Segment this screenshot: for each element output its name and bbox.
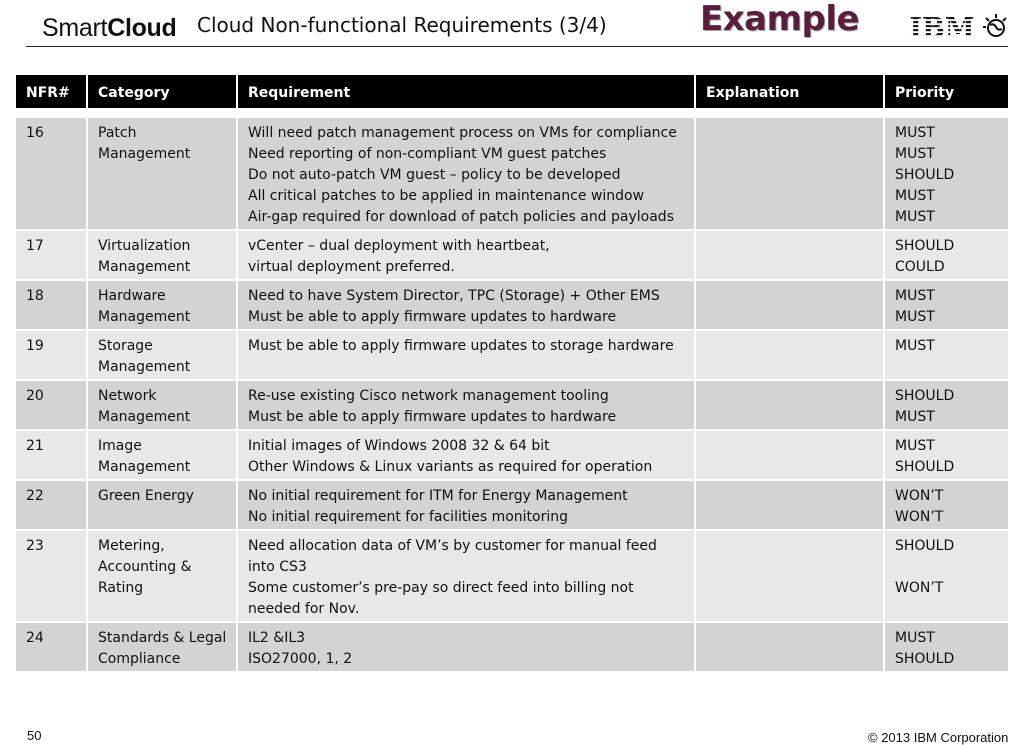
nfr-cell: 20 — [16, 380, 87, 430]
requirement-line: Other Windows & Linux variants as required for operation — [248, 459, 653, 475]
requirement-cell — [237, 622, 695, 671]
requirement-cell — [237, 530, 695, 622]
priority-line: COULD — [895, 259, 945, 275]
requirement-line: ISO27000, 1, 2 — [248, 651, 353, 667]
table-row — [16, 380, 1008, 430]
column-header-requirement: Requirement — [237, 75, 695, 108]
priority-line: MUST — [895, 338, 935, 354]
priority-cell — [884, 480, 1008, 530]
category-line: Storage — [98, 338, 153, 354]
category-line: Virtualization — [98, 238, 191, 254]
column-header-category: Category — [87, 75, 237, 108]
requirement-line: vCenter – dual deployment with heartbeat, — [248, 238, 550, 254]
table-header-row — [16, 75, 1008, 108]
table-body — [16, 108, 1008, 671]
explanation-cell — [695, 117, 884, 230]
column-header-explanation: Explanation — [695, 75, 884, 108]
smarter-planet-globe-icon — [982, 13, 1008, 39]
explanation-cell — [695, 530, 884, 622]
category-line: Management — [98, 409, 191, 425]
nfr-cell: 18 — [16, 280, 87, 330]
requirement-cell — [237, 280, 695, 330]
nfr-table — [16, 75, 1008, 671]
priority-line: SHOULD — [895, 459, 955, 475]
requirement-cell — [237, 230, 695, 280]
category-line: Green Energy — [98, 488, 194, 504]
priority-line — [895, 557, 998, 578]
category-cell — [87, 430, 237, 480]
requirement-line: No initial requirement for facilities monitoring — [248, 509, 569, 525]
explanation-cell — [695, 380, 884, 430]
requirement-line: Need to have System Director, TPC (Storage) + Other EMS — [248, 288, 660, 304]
priority-line: SHOULD — [895, 538, 955, 554]
priority-line: MUST — [895, 630, 935, 646]
explanation-cell — [695, 622, 884, 671]
requirement-line: All critical patches to be applied in maintenance window — [248, 188, 645, 204]
priority-line: MUST — [895, 309, 935, 325]
explanation-cell — [695, 280, 884, 330]
priority-line: MUST — [895, 125, 935, 141]
column-header-nfr: NFR# — [16, 75, 87, 108]
explanation-cell — [695, 330, 884, 380]
example-label: Example — [700, 0, 860, 39]
category-cell — [87, 117, 237, 230]
category-cell — [87, 280, 237, 330]
requirement-line: Re-use existing Cisco network management tooling — [248, 388, 609, 404]
requirement-cell — [237, 430, 695, 480]
priority-cell — [884, 117, 1008, 230]
table-row — [16, 480, 1008, 530]
category-line: Management — [98, 459, 191, 475]
brand-bold-text: Cloud — [107, 14, 177, 42]
priority-cell — [884, 622, 1008, 671]
requirement-line: virtual deployment preferred. — [248, 259, 455, 275]
priority-cell — [884, 280, 1008, 330]
header-gap — [16, 108, 1008, 117]
requirement-line: Air-gap required for download of patch policies and payloads — [248, 209, 674, 225]
priority-line: MUST — [895, 438, 935, 454]
category-cell — [87, 530, 237, 622]
priority-line: SHOULD — [895, 651, 955, 667]
page-number: 50 — [27, 728, 42, 743]
requirement-cell — [237, 480, 695, 530]
copyright: © 2013 IBM Corporation — [868, 730, 1009, 745]
table-row — [16, 530, 1008, 622]
nfr-cell: 24 — [16, 622, 87, 671]
category-line: Management — [98, 309, 191, 325]
priority-line: MUST — [895, 288, 935, 304]
requirement-line: No initial requirement for ITM for Energy Management — [248, 488, 628, 504]
priority-line — [895, 599, 998, 620]
requirement-line: Will need patch management process on VMs for compliance — [248, 125, 677, 141]
priority-cell — [884, 330, 1008, 380]
priority-line: WON’T — [895, 580, 944, 596]
nfr-cell: 22 — [16, 480, 87, 530]
priority-line: MUST — [895, 146, 935, 162]
requirement-line: IL2 &IL3 — [248, 630, 306, 646]
requirement-line: Must be able to apply firmware updates to storage hardware — [248, 338, 674, 354]
priority-cell — [884, 530, 1008, 622]
category-cell — [87, 380, 237, 430]
header-rule — [26, 46, 1008, 47]
category-line: Management — [98, 259, 191, 275]
ibm-logo-text: IBM — [909, 13, 975, 41]
nfr-cell: 19 — [16, 330, 87, 380]
table-row — [16, 330, 1008, 380]
category-line: Management — [98, 359, 191, 375]
category-line: Hardware — [98, 288, 166, 304]
table-row — [16, 117, 1008, 230]
table-row — [16, 280, 1008, 330]
priority-line: WON’T — [895, 509, 944, 525]
explanation-cell — [695, 480, 884, 530]
explanation-cell — [695, 230, 884, 280]
priority-cell — [884, 230, 1008, 280]
requirement-line: Some customer’s pre-pay so direct feed into billing not — [248, 580, 634, 596]
table-row — [16, 622, 1008, 671]
nfr-cell: 21 — [16, 430, 87, 480]
requirement-line: Must be able to apply firmware updates to hardware — [248, 409, 617, 425]
category-cell — [87, 480, 237, 530]
table-row — [16, 430, 1008, 480]
requirement-line: needed for Nov. — [248, 601, 360, 617]
category-line: Metering, — [98, 538, 165, 554]
slide-header — [0, 0, 1024, 50]
category-cell — [87, 622, 237, 671]
requirement-line: Must be able to apply firmware updates to hardware — [248, 309, 617, 325]
column-header-priority: Priority — [884, 75, 1008, 108]
priority-line: SHOULD — [895, 388, 955, 404]
category-cell — [87, 230, 237, 280]
category-line: Management — [98, 146, 191, 162]
category-line: Image — [98, 438, 142, 454]
nfr-cell: 16 — [16, 117, 87, 230]
priority-line: MUST — [895, 209, 935, 225]
requirement-line: Do not auto-patch VM guest – policy to be developed — [248, 167, 621, 183]
priority-line: WON’T — [895, 488, 944, 504]
priority-line: MUST — [895, 409, 935, 425]
priority-cell — [884, 430, 1008, 480]
requirement-line: Need allocation data of VM’s by customer for manual feed — [248, 538, 657, 554]
category-cell — [87, 330, 237, 380]
slide-title: Cloud Non-functional Requirements (3/4) — [197, 13, 607, 37]
priority-line: SHOULD — [895, 238, 955, 254]
category-line: Network — [98, 388, 157, 404]
nfr-cell: 17 — [16, 230, 87, 280]
smartcloud-brand — [42, 14, 177, 43]
requirement-line: into CS3 — [248, 559, 307, 575]
priority-line: SHOULD — [895, 167, 955, 183]
requirement-line: Need reporting of non-compliant VM guest patches — [248, 146, 607, 162]
category-line: Compliance — [98, 651, 181, 667]
category-line: Accounting & — [98, 559, 192, 575]
priority-cell — [884, 380, 1008, 430]
explanation-cell — [695, 430, 884, 480]
ibm-logo-icon — [906, 13, 978, 41]
brand-light-text: Smart — [42, 14, 108, 42]
priority-line: MUST — [895, 188, 935, 204]
table-row — [16, 230, 1008, 280]
category-line: Rating — [98, 580, 144, 596]
header-gap-cell — [16, 108, 1008, 117]
requirement-cell — [237, 380, 695, 430]
requirement-line: Initial images of Windows 2008 32 & 64 bit — [248, 438, 550, 454]
category-line: Standards & Legal — [98, 630, 227, 646]
nfr-cell: 23 — [16, 530, 87, 622]
requirement-cell — [237, 330, 695, 380]
category-line: Patch — [98, 125, 137, 141]
requirement-cell — [237, 117, 695, 230]
